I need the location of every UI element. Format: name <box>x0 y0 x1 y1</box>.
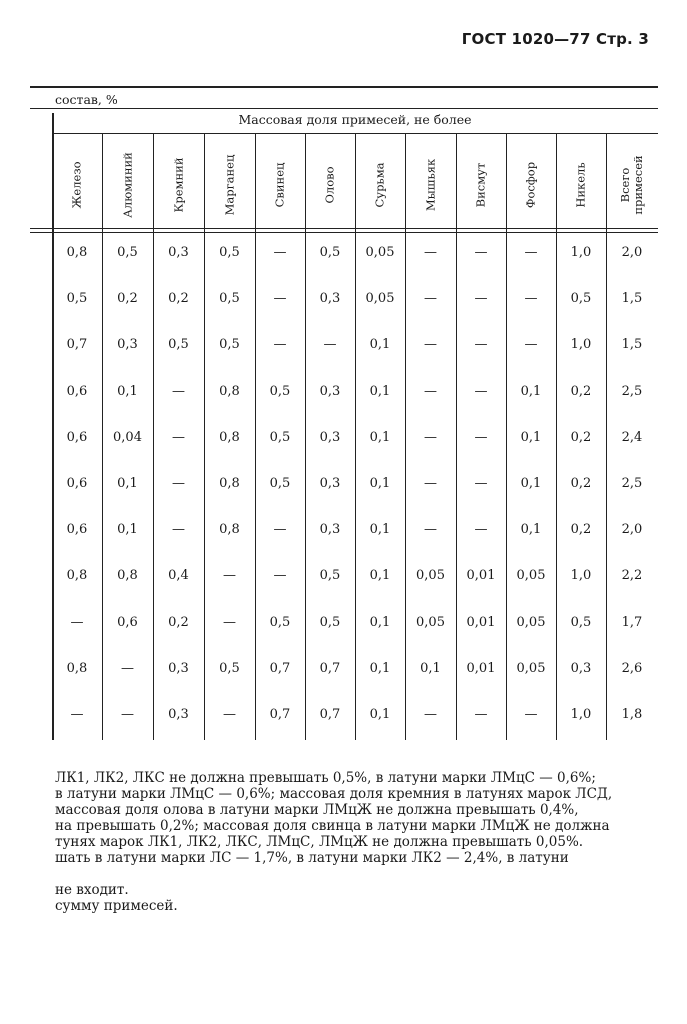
table-cell: 0,5 <box>319 614 341 630</box>
table-cell: 0,3 <box>168 707 189 722</box>
table-cell: — <box>474 291 488 307</box>
header-bottom-rule-2 <box>30 232 658 233</box>
table-cell: 0,05 <box>516 614 546 630</box>
table-cell: 1,0 <box>570 707 592 722</box>
table-cell: — <box>474 522 488 538</box>
table-cell: 0,8 <box>219 522 240 538</box>
table-cell: 0,5 <box>219 245 240 260</box>
table-cell: 0,5 <box>269 476 291 491</box>
table-cell: — <box>172 476 185 491</box>
table-cell: 2,6 <box>621 660 643 676</box>
table-cell: 0,1 <box>520 383 542 399</box>
table-cell: — <box>172 383 185 399</box>
table-cell: 0,1 <box>369 707 391 722</box>
table-cell: 0,5 <box>319 245 341 260</box>
table-cell: 0,8 <box>66 568 88 584</box>
column-divider <box>102 133 103 740</box>
table-cell: 0,1 <box>520 429 542 445</box>
table-cell: 0,7 <box>66 337 88 353</box>
header-bottom-rule-1 <box>30 228 658 229</box>
table-cell: 0,7 <box>269 707 291 722</box>
table-cell: 0,5 <box>570 291 592 307</box>
column-divider <box>606 133 607 740</box>
page-header: ГОСТ 1020—77 Стр. 3 <box>461 30 649 48</box>
table-cell: — <box>70 707 84 722</box>
table-cell: — <box>323 337 337 353</box>
table-cell: 0,7 <box>269 660 291 676</box>
table-cell: — <box>474 707 488 722</box>
table-cell: — <box>474 383 488 399</box>
table-cell: 0,1 <box>369 383 391 399</box>
table-cell: 0,5 <box>570 614 592 630</box>
table-subheader: Массовая доля примесей, не более <box>238 112 472 127</box>
table-cell: — <box>424 291 437 307</box>
table-cell: 0,05 <box>516 568 546 584</box>
table-cell: — <box>524 245 538 260</box>
table-cell: 0,2 <box>570 429 592 445</box>
column-divider <box>556 133 557 740</box>
table-cell: — <box>474 337 488 353</box>
table-cell: 0,2 <box>117 291 138 307</box>
table-cell: 0,3 <box>319 476 341 491</box>
caption-rule <box>30 108 658 109</box>
table-cell: — <box>273 337 287 353</box>
table-cell: 0,5 <box>117 245 138 260</box>
note-line: на превышать 0,2%; массовая доля свинца в латуни марки ЛМцЖ не должна <box>55 818 610 834</box>
column-header: Мышьяк <box>423 158 437 211</box>
table-cell: 0,1 <box>369 337 391 353</box>
table-cell: — <box>424 383 437 399</box>
table-cell: — <box>474 429 488 445</box>
table-cell: 2,2 <box>621 568 643 584</box>
table-cell: 1,0 <box>570 245 592 260</box>
table-cell: 0,6 <box>66 383 88 399</box>
column-divider <box>153 133 154 740</box>
table-cell: 2,0 <box>621 522 643 538</box>
table-cell: 0,4 <box>168 568 189 584</box>
table-cell: — <box>424 429 437 445</box>
table-cell: 0,5 <box>319 568 341 584</box>
table-cell: — <box>424 707 437 722</box>
table-cell: — <box>121 660 134 676</box>
table-cell: 1,5 <box>621 337 643 353</box>
note-line <box>55 866 660 882</box>
column-divider <box>204 133 205 740</box>
table-cell: 0,5 <box>168 337 189 353</box>
table-cell: 0,6 <box>66 522 88 538</box>
table-cell: 2,5 <box>621 476 643 491</box>
table-cell: — <box>273 568 287 584</box>
table-cell: 2,0 <box>621 245 643 260</box>
note-line: в латуни марки ЛМцС — 0,6%; массовая доля кремния в латунях марок ЛСД, <box>55 786 613 802</box>
column-header: Всего примесей <box>618 154 645 215</box>
table-cell: 0,1 <box>117 383 138 399</box>
table-caption: состав, % <box>55 92 118 107</box>
table-cell: 0,2 <box>168 614 189 630</box>
table-cell: — <box>70 614 84 630</box>
table-cell: 2,5 <box>621 383 643 399</box>
table-cell: — <box>424 522 437 538</box>
table-cell: 0,1 <box>369 660 391 676</box>
table-cell: — <box>424 476 437 491</box>
table-cell: 0,5 <box>219 660 240 676</box>
table-cell: 0,1 <box>369 429 391 445</box>
table-cell: 0,5 <box>219 291 240 307</box>
table-cell: 0,1 <box>369 476 391 491</box>
table-notes <box>55 770 660 914</box>
table-cell: 0,05 <box>365 245 395 260</box>
table-cell: — <box>273 291 287 307</box>
column-divider <box>305 133 306 740</box>
table-cell: — <box>273 522 287 538</box>
column-divider <box>506 133 507 740</box>
table-cell: 0,1 <box>117 476 138 491</box>
column-header: Железо <box>69 160 84 209</box>
table-cell: — <box>172 522 185 538</box>
table-cell: 1,0 <box>570 568 592 584</box>
table-cell: 0,1 <box>520 476 542 491</box>
column-header: Марганец <box>222 154 236 215</box>
table-cell: 0,3 <box>319 383 341 399</box>
table-cell: — <box>273 245 287 260</box>
table-cell: 0,6 <box>117 614 138 630</box>
column-header: Никель <box>573 161 588 208</box>
table-cell: — <box>424 337 437 353</box>
note-line: не входит. <box>55 882 129 898</box>
table-cell: — <box>223 568 236 584</box>
table-cell: 0,3 <box>319 522 341 538</box>
column-divider <box>255 133 256 740</box>
table-cell: 0,3 <box>168 245 189 260</box>
table-cell: 0,7 <box>319 660 341 676</box>
note-line: массовая доля олова в латуни марки ЛМцЖ не должна превышать 0,4%, <box>55 802 579 818</box>
table-cell: — <box>524 337 538 353</box>
table-cell: 0,8 <box>219 476 240 491</box>
note-line: шать в латуни марки ЛС — 1,7%, в латуни марки ЛК2 — 2,4%, в латуни <box>55 850 569 866</box>
table-cell: 0,3 <box>319 429 341 445</box>
table-cell: 0,2 <box>570 383 592 399</box>
table-cell: 0,05 <box>416 614 445 630</box>
table-cell: 0,05 <box>416 568 445 584</box>
table-cell: 0,8 <box>117 568 138 584</box>
table-cell: — <box>121 707 134 722</box>
table-cell: — <box>223 707 236 722</box>
table-cell: — <box>424 245 437 260</box>
table-cell: 1,7 <box>621 614 643 630</box>
table-top-rule <box>30 86 658 88</box>
column-header: Висмут <box>473 162 488 207</box>
table-cell: 1,8 <box>621 707 643 722</box>
table-left-border <box>52 113 54 740</box>
column-header: Сурьма <box>372 162 387 207</box>
table-cell: 0,1 <box>369 522 391 538</box>
table-cell: 0,8 <box>219 383 240 399</box>
table-cell: 0,8 <box>219 429 240 445</box>
table-cell: 0,6 <box>66 429 88 445</box>
table-cell: 2,4 <box>621 429 643 445</box>
table-cell: 0,8 <box>66 245 88 260</box>
column-header: Олово <box>322 165 337 204</box>
table-cell: 0,2 <box>168 291 189 307</box>
table-cell: 0,01 <box>466 614 496 630</box>
table-cell: 0,5 <box>269 429 291 445</box>
table-cell: 0,5 <box>269 383 291 399</box>
column-divider <box>355 133 356 740</box>
table-cell: — <box>223 614 236 630</box>
table-cell: 0,1 <box>420 660 441 676</box>
table-cell: 0,5 <box>219 337 240 353</box>
table-cell: 0,7 <box>319 707 341 722</box>
table-cell: 0,05 <box>516 660 546 676</box>
table-cell: — <box>524 291 538 307</box>
table-cell: 0,3 <box>319 291 341 307</box>
column-header: Фосфор <box>523 161 538 208</box>
column-divider <box>456 133 457 740</box>
table-cell: — <box>172 429 185 445</box>
column-header: Свинец <box>272 162 287 207</box>
column-divider <box>405 133 406 740</box>
table-cell: 0,01 <box>466 660 496 676</box>
note-line: ЛК1, ЛК2, ЛКС не должна превышать 0,5%, в латуни марки ЛМцС — 0,6%; <box>55 770 596 786</box>
table-cell: 0,01 <box>466 568 496 584</box>
table-cell: 0,2 <box>570 476 592 491</box>
table-cell: 0,1 <box>520 522 542 538</box>
table-cell: — <box>474 476 488 491</box>
column-header: Алюминий <box>120 151 134 218</box>
table-cell: 0,3 <box>570 660 592 676</box>
table-cell: — <box>524 707 538 722</box>
table-cell: 0,05 <box>365 291 395 307</box>
note-line: тунях марок ЛК1, ЛК2, ЛКС, ЛМцС, ЛМцЖ не должна превышать 0,05%. <box>55 834 584 850</box>
note-line: сумму примесей. <box>55 898 178 914</box>
column-header: Кремний <box>171 156 185 213</box>
table-cell: 1,0 <box>570 337 592 353</box>
table-cell: 0,5 <box>66 291 88 307</box>
table-cell: 0,1 <box>117 522 138 538</box>
table-cell: 0,5 <box>269 614 291 630</box>
table-cell: 0,2 <box>570 522 592 538</box>
table-cell: 1,5 <box>621 291 643 307</box>
table-cell: 0,8 <box>66 660 88 676</box>
table-cell: 0,3 <box>168 660 189 676</box>
table-cell: 0,1 <box>369 568 391 584</box>
table-cell: — <box>474 245 488 260</box>
table-cell: 0,1 <box>369 614 391 630</box>
table-cell: 0,04 <box>113 429 142 445</box>
table-cell: 0,3 <box>117 337 138 353</box>
table-cell: 0,6 <box>66 476 88 491</box>
